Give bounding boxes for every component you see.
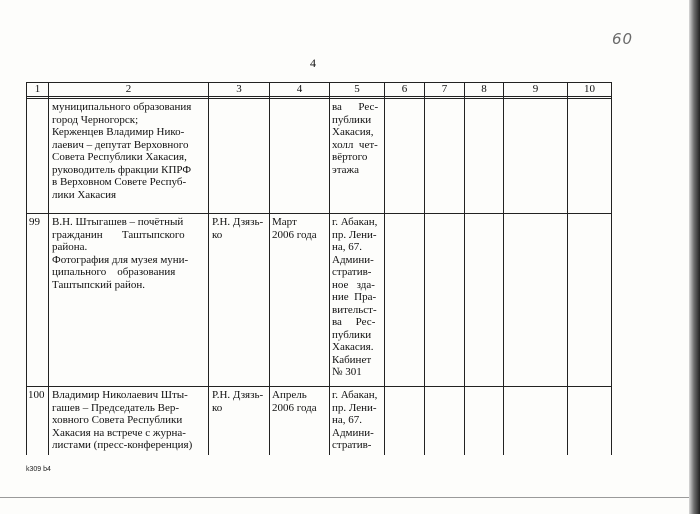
table-rule [464, 82, 465, 455]
photo-date: Март 2006 года [272, 216, 317, 241]
column-header: 6 [401, 83, 408, 95]
photo-location: ва Рес- публики Хакасия, холл чет- вёртого этажа [332, 101, 379, 176]
column-header: 3 [236, 83, 242, 95]
row-number: 100 [28, 389, 45, 401]
column-header: 1 [34, 83, 41, 95]
column-header: 10 [584, 83, 595, 95]
table-rule [26, 82, 27, 455]
footer-code: k309 b4 [26, 466, 51, 473]
photo-location: г. Абакан, пр. Лени- на, 67. Админи- стратив- ное зда- ние Пра- вительст- ва Рес- публики Хакасия. Кабинет № 301 [332, 216, 378, 378]
photo-author: Р.Н. Дзязь- ко [212, 389, 264, 414]
table-rule [384, 82, 385, 455]
handwritten-sheet-number: 60 [612, 30, 634, 48]
table-rule [26, 386, 612, 387]
column-header: 8 [481, 83, 487, 95]
column-header: 2 [125, 83, 132, 95]
catalog-table [26, 82, 612, 455]
column-header: 9 [532, 83, 539, 95]
photo-location: г. Абакан, пр. Лени- на, 67. Админи- стратив- [332, 389, 378, 451]
photo-description: Владимир Николаевич Шты- гашев – Председатель Вер- ховного Совета Республики Хакасия на встрече с журна- листами (пресс-конференция) [52, 389, 193, 451]
table-rule [424, 82, 425, 455]
scan-edge-shadow [689, 0, 700, 514]
table-rule [503, 82, 504, 455]
photo-description: муниципального образования город Черногорск; Керженцев Владимир Нико- лаевич – депутат Верховного Совета Республики Хакасия, руководитель фракции КПРФ в Верховном Совете Респуб- лики Хакасия [52, 101, 192, 201]
table-rule [26, 98, 612, 99]
table-rule [611, 82, 612, 455]
column-header: 7 [441, 83, 448, 95]
table-rule [329, 82, 330, 455]
photo-author: Р.Н. Дзязь- ко [212, 216, 264, 241]
row-number: 99 [29, 216, 40, 228]
table-rule [269, 82, 270, 455]
table-rule [567, 82, 568, 455]
table-rule [208, 82, 209, 455]
table-rule [26, 96, 612, 97]
page-number: 4 [310, 56, 316, 70]
photo-date: Апрель 2006 года [272, 389, 317, 414]
photo-description: В.Н. Штыгашев – почётный гражданин Таштыпского района. Фотография для музея муни- ципального образования Таштыпский район. [52, 216, 189, 291]
table-rule [26, 213, 612, 214]
page-bottom-edge [0, 497, 689, 498]
column-header: 4 [296, 83, 303, 95]
table-rule [48, 82, 49, 455]
column-header: 5 [354, 83, 360, 95]
